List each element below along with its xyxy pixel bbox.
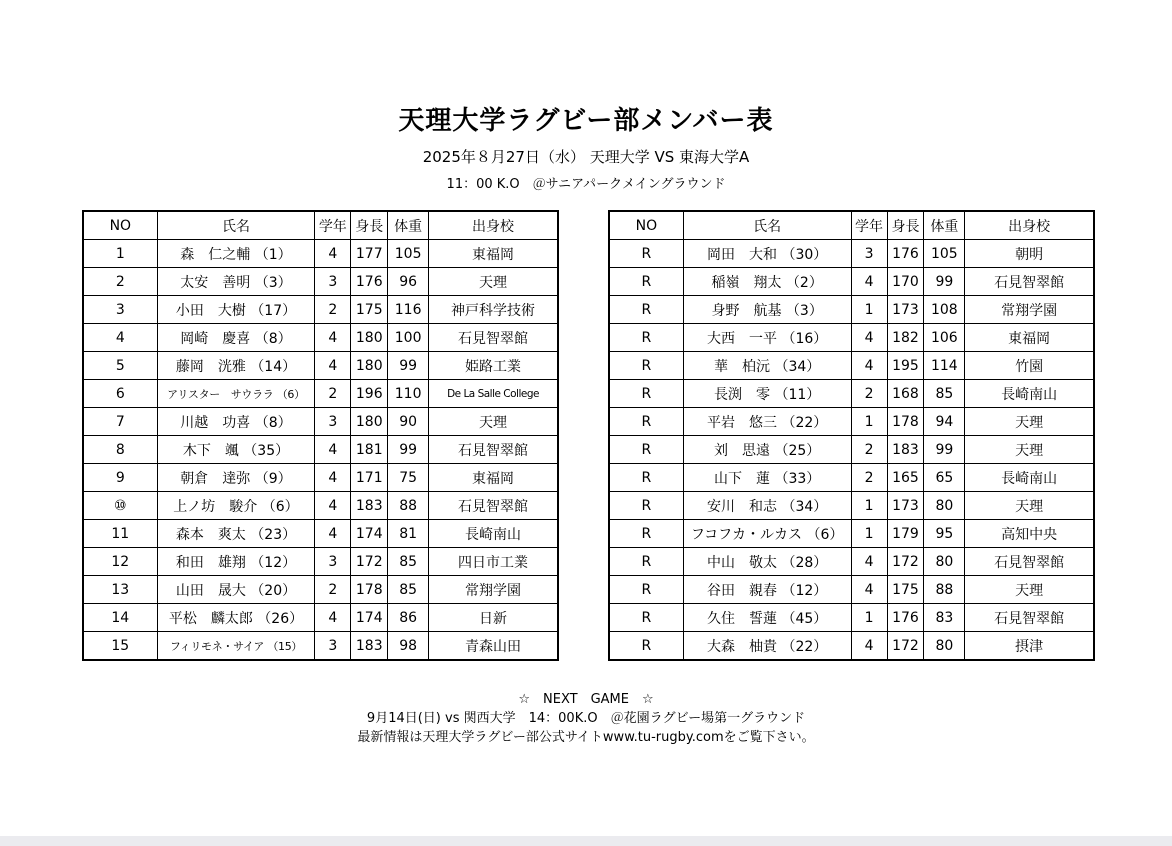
next-game-heading: ☆ NEXT GAME ☆ [518,692,654,707]
player-name: 山下 蓮 （33） [683,464,851,492]
player-weight: 99 [924,436,965,464]
player-weight: 108 [924,296,965,324]
player-school: 天理 [965,492,1094,520]
player-name: 長渕 零 （11） [683,380,851,408]
table-row [83,296,558,324]
table-row [609,520,1094,548]
player-height: 196 [351,380,388,408]
player-weight: 65 [924,464,965,492]
player-number: R [609,436,683,464]
player-year: 4 [851,576,887,604]
player-year: 4 [315,240,351,268]
page-title: 天理大学ラグビー部メンバー表 [398,106,774,136]
player-name: 朝倉 達弥 （9） [157,464,315,492]
player-school: 竹園 [965,352,1094,380]
player-weight: 110 [388,380,429,408]
player-number: R [609,268,683,296]
table-row [83,324,558,352]
player-name: アリスター サウララ （6） [157,380,315,408]
player-school: 長崎南山 [965,380,1094,408]
player-year: 3 [315,268,351,296]
player-weight: 96 [388,268,429,296]
col-header-height: 身長 [351,211,388,240]
player-school: 東福岡 [965,324,1094,352]
player-number: 3 [83,296,157,324]
player-school: 石見智翠館 [429,324,558,352]
player-number: R [609,464,683,492]
starters-table [82,210,559,661]
player-school: De La Salle College [429,380,558,408]
table-row [609,352,1094,380]
player-school: 天理 [965,576,1094,604]
player-height: 176 [887,240,924,268]
player-height: 180 [351,352,388,380]
player-weight: 99 [924,268,965,296]
player-number: R [609,520,683,548]
player-number: R [609,324,683,352]
player-school: 東福岡 [429,464,558,492]
player-school: 石見智翠館 [429,436,558,464]
table-row [609,436,1094,464]
player-weight: 106 [924,324,965,352]
table-header-row [83,211,558,240]
player-school: 東福岡 [429,240,558,268]
player-school: 天理 [965,408,1094,436]
player-year: 4 [851,324,887,352]
player-year: 4 [315,436,351,464]
player-school: 姫路工業 [429,352,558,380]
player-name: 藤岡 洸雅 （14） [157,352,315,380]
table-row [609,576,1094,604]
player-year: 4 [851,352,887,380]
player-year: 2 [315,296,351,324]
player-name: 平岩 悠三 （22） [683,408,851,436]
table-row [609,268,1094,296]
table-row [83,632,558,661]
col-header-weight: 体重 [388,211,429,240]
player-number: 5 [83,352,157,380]
player-weight: 105 [924,240,965,268]
player-year: 4 [851,632,887,661]
reserves-table [608,210,1095,661]
player-school: 日新 [429,604,558,632]
table-header-row [609,211,1094,240]
player-weight: 86 [388,604,429,632]
col-header-height: 身長 [887,211,924,240]
player-height: 165 [887,464,924,492]
player-name: 大西 一平 （16） [683,324,851,352]
table-row [83,240,558,268]
player-name: フコフカ・ルカス （6） [683,520,851,548]
player-weight: 99 [388,436,429,464]
player-year: 2 [315,576,351,604]
player-year: 4 [851,548,887,576]
player-year: 3 [315,548,351,576]
table-row [83,548,558,576]
table-row [609,240,1094,268]
table-row [609,632,1094,661]
player-number: 13 [83,576,157,604]
player-height: 174 [351,520,388,548]
player-school: 石見智翠館 [429,492,558,520]
table-row [83,492,558,520]
player-school: 四日市工業 [429,548,558,576]
col-header-year: 学年 [851,211,887,240]
table-row [609,296,1094,324]
col-header-name: 氏名 [157,211,315,240]
player-weight: 75 [388,464,429,492]
player-year: 2 [851,464,887,492]
player-number: R [609,352,683,380]
player-number: 14 [83,604,157,632]
player-weight: 85 [388,548,429,576]
player-weight: 85 [388,576,429,604]
player-school: 青森山田 [429,632,558,661]
player-height: 183 [351,632,388,661]
player-height: 173 [887,296,924,324]
player-number: R [609,492,683,520]
player-school: 石見智翠館 [965,604,1094,632]
player-height: 168 [887,380,924,408]
player-height: 180 [351,408,388,436]
table-row [609,548,1094,576]
kickoff-info: 11：00 K.O ＠サニアパークメイングラウンド [446,177,726,192]
table-row [609,492,1094,520]
player-name: 岡田 大和 （30） [683,240,851,268]
player-height: 178 [351,576,388,604]
player-number: 12 [83,548,157,576]
col-header-year: 学年 [315,211,351,240]
player-year: 4 [315,464,351,492]
player-number: 2 [83,268,157,296]
player-weight: 100 [388,324,429,352]
player-height: 176 [351,268,388,296]
player-weight: 81 [388,520,429,548]
player-name: 岡崎 慶喜 （8） [157,324,315,352]
player-height: 180 [351,324,388,352]
player-name: 大森 柚貴 （22） [683,632,851,661]
match-info: 2025年８月27日（水） 天理大学 VS 東海大学A [422,148,750,166]
player-height: 181 [351,436,388,464]
player-name: 上ノ坊 駿介 （6） [157,492,315,520]
col-header-name: 氏名 [683,211,851,240]
player-height: 171 [351,464,388,492]
player-school: 高知中央 [965,520,1094,548]
player-year: 4 [315,492,351,520]
player-number: 7 [83,408,157,436]
player-height: 170 [887,268,924,296]
player-number: 1 [83,240,157,268]
player-name: フィリモネ・サイア （15） [157,632,315,661]
player-year: 4 [851,268,887,296]
table-row [83,268,558,296]
player-weight: 88 [388,492,429,520]
player-year: 4 [315,352,351,380]
player-height: 183 [887,436,924,464]
player-number: R [609,240,683,268]
player-name: 森本 爽太 （23） [157,520,315,548]
player-height: 172 [887,632,924,661]
player-height: 195 [887,352,924,380]
table-row [83,464,558,492]
player-school: 石見智翠館 [965,268,1094,296]
table-row [609,464,1094,492]
player-number: R [609,604,683,632]
table-row [83,408,558,436]
player-name: 木下 颯 （35） [157,436,315,464]
table-row [83,604,558,632]
player-height: 178 [887,408,924,436]
player-year: 3 [851,240,887,268]
player-height: 175 [351,296,388,324]
player-year: 3 [315,408,351,436]
player-number: R [609,380,683,408]
player-school: 天理 [965,436,1094,464]
player-weight: 80 [924,632,965,661]
next-game-detail: 9月14日(日) vs 関西大学 14：00K.O ＠花園ラグビー場第一グラウンド [366,711,806,726]
player-number: 4 [83,324,157,352]
player-name: 平松 麟太郎 （26） [157,604,315,632]
player-number: R [609,296,683,324]
player-weight: 99 [388,352,429,380]
player-name: 和田 雄翔 （12） [157,548,315,576]
player-number: 11 [83,520,157,548]
table-row [83,436,558,464]
official-site-note: 最新情報は天理大学ラグビー部公式サイトwww.tu-rugby.comをご覧下さい。 [357,730,815,745]
player-weight: 114 [924,352,965,380]
player-number: R [609,576,683,604]
player-height: 183 [351,492,388,520]
player-height: 176 [887,604,924,632]
player-name: 山田 晟大 （20） [157,576,315,604]
table-row [609,324,1094,352]
player-school: 朝明 [965,240,1094,268]
player-name: 川越 功喜 （8） [157,408,315,436]
col-header-school: 出身校 [965,211,1094,240]
player-year: 3 [315,632,351,661]
player-weight: 90 [388,408,429,436]
player-weight: 85 [924,380,965,408]
player-year: 1 [851,492,887,520]
col-header-no: NO [609,211,683,240]
col-header-no: NO [83,211,157,240]
player-name: 安川 和志 （34） [683,492,851,520]
player-height: 173 [887,492,924,520]
player-name: 久住 誓蓮 （45） [683,604,851,632]
player-school: 長崎南山 [965,464,1094,492]
player-year: 1 [851,604,887,632]
table-row [83,352,558,380]
col-header-weight: 体重 [924,211,965,240]
player-number: R [609,632,683,661]
player-number: 15 [83,632,157,661]
player-school: 常翔学園 [429,576,558,604]
player-height: 172 [887,548,924,576]
player-school: 長崎南山 [429,520,558,548]
player-height: 179 [887,520,924,548]
player-year: 1 [851,296,887,324]
table-row [609,408,1094,436]
player-year: 1 [851,408,887,436]
player-name: 華 柏沅 （34） [683,352,851,380]
table-row [609,604,1094,632]
player-height: 177 [351,240,388,268]
player-weight: 94 [924,408,965,436]
player-year: 1 [851,520,887,548]
player-school: 常翔学園 [965,296,1094,324]
table-row [83,520,558,548]
player-name: 太安 善明 （3） [157,268,315,296]
player-year: 2 [851,436,887,464]
player-school: 天理 [429,408,558,436]
player-school: 摂津 [965,632,1094,661]
player-number: R [609,548,683,576]
player-weight: 80 [924,492,965,520]
player-weight: 88 [924,576,965,604]
player-height: 175 [887,576,924,604]
player-weight: 105 [388,240,429,268]
player-name: 森 仁之輔 （1） [157,240,315,268]
player-school: 石見智翠館 [965,548,1094,576]
player-name: 小田 大樹 （17） [157,296,315,324]
player-weight: 83 [924,604,965,632]
page-edge [0,836,1172,846]
player-number: R [609,408,683,436]
table-row [609,380,1094,408]
player-number: 8 [83,436,157,464]
player-weight: 116 [388,296,429,324]
player-name: 稲嶺 翔太 （2） [683,268,851,296]
player-name: 谷田 親春 （12） [683,576,851,604]
player-height: 174 [351,604,388,632]
player-number: 9 [83,464,157,492]
player-year: 4 [315,324,351,352]
player-year: 2 [315,380,351,408]
player-weight: 80 [924,548,965,576]
player-height: 172 [351,548,388,576]
player-name: 身野 航基 （3） [683,296,851,324]
player-year: 4 [315,520,351,548]
col-header-school: 出身校 [429,211,558,240]
player-year: 2 [851,380,887,408]
player-name: 中山 敬太 （28） [683,548,851,576]
table-row [83,380,558,408]
table-row [83,576,558,604]
player-number: ⑩ [83,492,157,520]
player-school: 天理 [429,268,558,296]
player-school: 神戸科学技術 [429,296,558,324]
player-weight: 95 [924,520,965,548]
player-year: 4 [315,604,351,632]
player-number: 6 [83,380,157,408]
player-weight: 98 [388,632,429,661]
player-name: 刘 思遠 （25） [683,436,851,464]
player-height: 182 [887,324,924,352]
